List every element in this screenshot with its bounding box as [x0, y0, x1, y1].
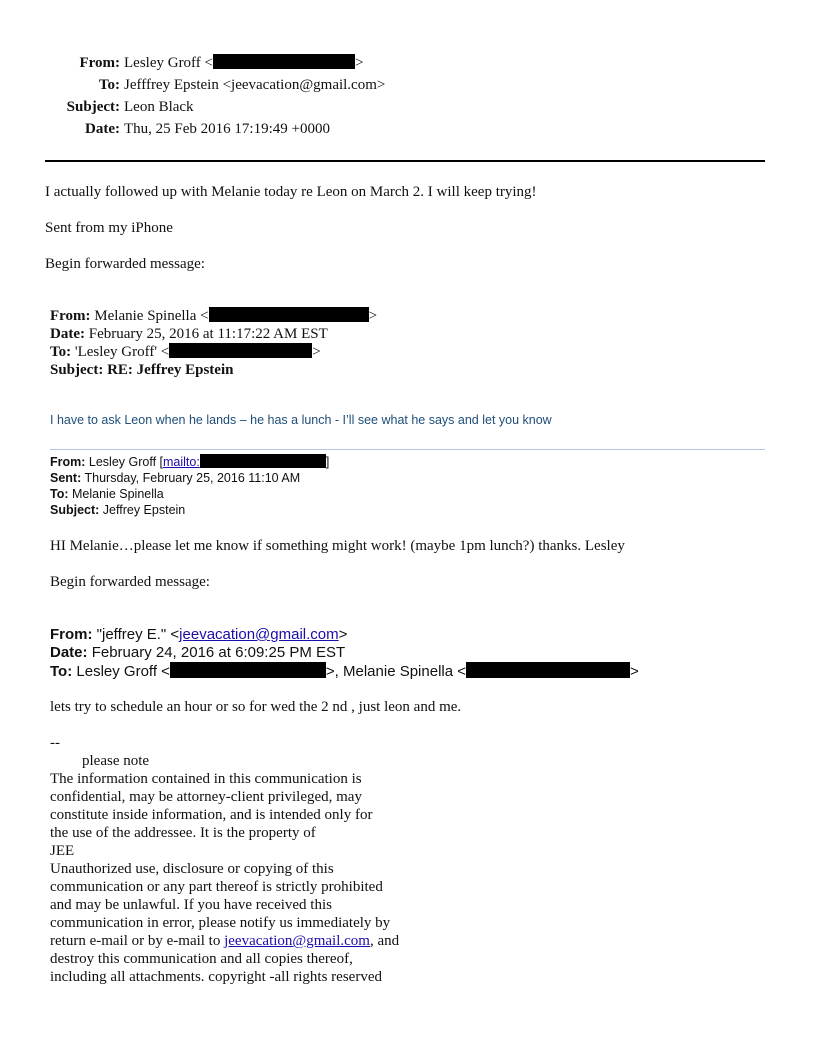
- fwd3-from-close: >: [338, 626, 348, 643]
- fwd3-to-mid: >, Melanie Spinella <: [325, 663, 467, 680]
- disclaimer-part-1: The information contained in this communication is confidential, may be attorney-client privileged, may constitute inside information, and is intended only for the use of the addressee. It is the property of JEE Unauthorized use, disclosure or copying of this communication or any part thereof is strictly prohibited and may be unlawful. If you have received this communication in error, please notify us immediately by return e-mail or by e-mail to: [50, 771, 391, 949]
- fwd3-date-row: [50, 644, 345, 662]
- fwd1-subject-row: [50, 361, 233, 379]
- redaction-bar: [213, 54, 355, 69]
- fwd1-subject-value: RE: Jeffrey Epstein: [107, 362, 234, 378]
- to-value: Jefffrey Epstein <jeevacation@gmail.com>: [124, 77, 386, 93]
- fwd3-email-link[interactable]: jeevacation@gmail.com: [179, 626, 339, 643]
- fwd2-subject-row: [50, 502, 185, 518]
- fwd2-begin: Begin forwarded message:: [50, 574, 210, 590]
- from-close: >: [355, 55, 364, 71]
- fwd2-sent-value: Thursday, February 25, 2016 11:10 AM: [84, 471, 301, 485]
- fwd1-date-row: [50, 325, 328, 343]
- redaction-bar: [200, 454, 326, 468]
- fwd3-from-label: From:: [50, 626, 93, 643]
- fwd2-to-row: [50, 486, 164, 502]
- body-line-2: Sent from my iPhone: [45, 220, 173, 236]
- fwd2-from-value: Lesley Groff [: [88, 455, 164, 469]
- fwd3-date-value: February 24, 2016 at 6:09:25 PM EST: [91, 644, 346, 661]
- fwd1-from-label: From:: [50, 308, 91, 324]
- header-date-row: [42, 120, 330, 138]
- body-line-3: Begin forwarded message:: [45, 256, 205, 272]
- fwd3-from-prefix: "jeffrey E." <: [96, 626, 180, 643]
- disclaimer-email-link[interactable]: jeevacation@gmail.com: [224, 933, 370, 949]
- header-subject-row: [42, 98, 194, 116]
- fwd3-message: lets try to schedule an hour or so for wed the 2 nd , just leon and me.: [50, 699, 462, 715]
- to-label: To:: [98, 77, 120, 93]
- header-from-row: [42, 54, 363, 72]
- fwd3-to-close: >: [630, 663, 639, 680]
- fwd3-from-row: [50, 626, 347, 644]
- body-line-1: I actually followed up with Melanie today re Leon on March 2. I will keep trying!: [45, 184, 537, 200]
- subject-label: Subject:: [66, 99, 120, 115]
- fwd2-from-label: From:: [50, 455, 86, 469]
- from-name: Lesley Groff <: [124, 55, 213, 71]
- fwd3-to-row: [50, 662, 639, 681]
- fwd1-message: I have to ask Leon when he lands – he has a lunch - I’ll see what he says and let you know: [50, 413, 552, 427]
- fwd2-to-value: Melanie Spinella: [72, 487, 164, 501]
- fwd3-to-value: Lesley Groff <: [76, 663, 170, 680]
- fwd2-sent-label: Sent:: [50, 471, 82, 485]
- fwd3-to-label: To:: [50, 663, 73, 680]
- fwd2-sent-row: [50, 470, 300, 486]
- fwd1-date-label: Date:: [50, 326, 85, 342]
- redaction-bar: [169, 343, 312, 358]
- fwd2-from-close: ]: [325, 455, 330, 469]
- fwd2-message: HI Melanie…please let me know if something might work! (maybe 1pm lunch?) thanks. Lesley: [50, 538, 625, 554]
- fwd1-to-close: >: [312, 344, 321, 360]
- fwd2-subject-value: Jeffrey Epstein: [102, 503, 186, 517]
- disclaimer-part-2: , and destroy this communication and all copies thereof, including all attachments. copyright -all rights reserved: [50, 933, 400, 985]
- fwd1-from-value: Melanie Spinella <: [94, 308, 209, 324]
- fwd1-to-row: [50, 343, 321, 361]
- fwd1-date-value: February 25, 2016 at 11:17:22 AM EST: [88, 326, 328, 342]
- fwd1-subject-label: Subject:: [50, 362, 104, 378]
- fwd1-from-row: [50, 307, 377, 325]
- fwd1-to-label: To:: [50, 344, 72, 360]
- signature-note: please note: [82, 753, 150, 769]
- fwd2-mailto-link[interactable]: mailto:: [163, 455, 200, 469]
- signature-dashes: --: [50, 735, 60, 751]
- from-label: From:: [79, 55, 120, 71]
- fwd1-from-close: >: [368, 308, 378, 324]
- fwd-divider: [50, 449, 765, 450]
- fwd2-from-row: [50, 454, 329, 470]
- redaction-bar: [466, 662, 630, 678]
- fwd2-to-label: To:: [50, 487, 69, 501]
- header-divider: [45, 160, 765, 162]
- header-to-row: [42, 76, 385, 94]
- disclaimer-text: [50, 770, 470, 986]
- fwd3-date-label: Date:: [50, 644, 88, 661]
- date-label: Date:: [85, 121, 120, 137]
- fwd1-to-value: 'Lesley Groff' <: [74, 344, 170, 360]
- redaction-bar: [170, 662, 326, 678]
- subject-value: Leon Black: [124, 99, 194, 115]
- redaction-bar: [209, 307, 369, 322]
- date-value: Thu, 25 Feb 2016 17:19:49 +0000: [124, 121, 330, 137]
- fwd2-subject-label: Subject:: [50, 503, 100, 517]
